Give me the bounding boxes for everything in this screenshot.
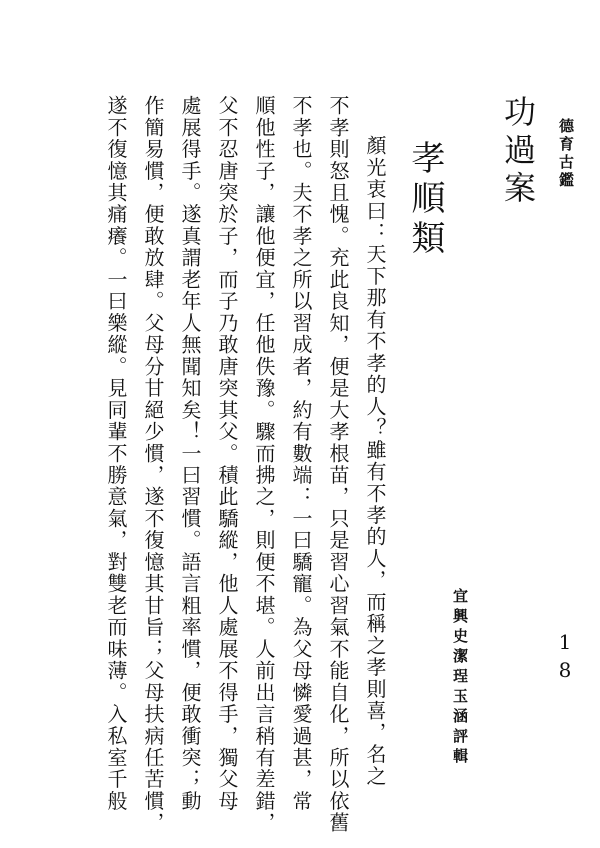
book-title: 德育古鑑 [557, 118, 575, 190]
body-column-7: 作簡易慣，便敢放肆。父母分甘絕少慣，遂不復憶其甘旨；父母扶病任苦慣， [141, 95, 165, 834]
body-column-5: 父不忍唐突於子，而子乃敢唐突其父。積此驕縱，他人處展不得手，獨父母 [215, 95, 239, 813]
section-title: 功過案 [499, 95, 537, 209]
body-column-4: 順他性子，讓他便宜，任他佚豫。驟而拂之，則便不堪。人前出言稍有差錯， [252, 95, 276, 834]
body-column-1: 顏光衷曰：天下那有不孝的人？雖有不孝的人，而稱之孝則喜，名之 [363, 135, 387, 787]
body-column-3: 不孝也。夫不孝之所以習成者，約有數端：一曰驕寵。為父母憐愛過甚，常 [289, 95, 313, 813]
body-column-8: 遂不復憶其痛癢。一曰樂縱。見同輩不勝意氣，對雙老而味薄。入私室千般 [104, 95, 128, 813]
subsection-title: 孝順類 [405, 140, 445, 260]
body-column-2: 不孝則怒且愧。充此良知，便是大孝根苗，只是習心習氣不能自化，所以依舊 [326, 95, 350, 834]
body-column-6: 處展得手。遂真謂老年人無聞知矣！一曰習慣。語言粗率慣，便敢衝突；動 [178, 95, 202, 813]
page-number: 18 [553, 630, 577, 686]
editor-credit: 宜興史潔珵玉涵評輯 [451, 588, 469, 768]
